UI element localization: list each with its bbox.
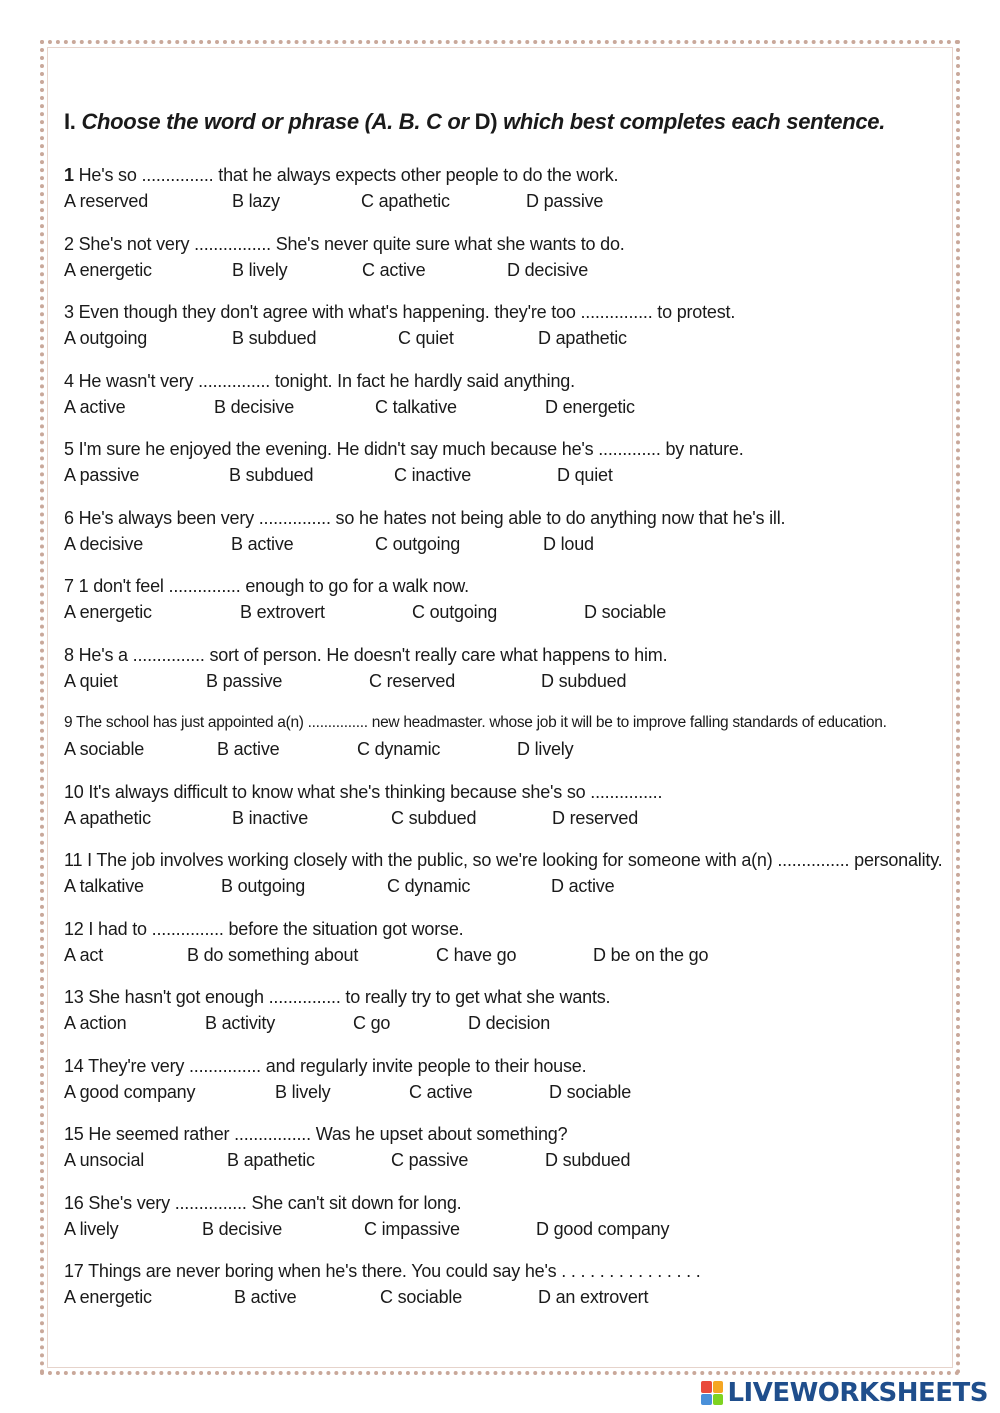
answer-option[interactable]: C subdued <box>391 807 477 828</box>
question-text: He seemed rather ................ Was he upset about something? <box>83 1124 568 1144</box>
answer-option[interactable]: C reserved <box>369 670 456 691</box>
answer-option[interactable]: D an extrovert <box>538 1287 649 1307</box>
answer-option[interactable]: A energetic <box>64 1287 152 1307</box>
answer-option[interactable]: D subdued <box>541 670 627 691</box>
answer-option[interactable]: D be on the go <box>593 944 709 965</box>
question-text: She's very ............... She can't sit down for long. <box>83 1192 462 1213</box>
answer-option[interactable]: C impassive <box>364 1218 460 1239</box>
question-text: He's a ............... sort of person. He doesn't really care what happens to him. <box>73 644 668 665</box>
answer-option[interactable]: C have go <box>436 944 517 965</box>
heading-italic: Choose the word or phrase (A. B. C or <box>81 109 475 134</box>
answer-option[interactable]: D decision <box>468 1013 551 1033</box>
question-number: 12 <box>64 918 84 939</box>
answer-option[interactable]: C active <box>362 259 426 280</box>
answer-option[interactable]: D sociable <box>584 602 667 622</box>
question-item <box>64 847 944 916</box>
question-item <box>64 642 944 711</box>
question-item <box>64 368 944 437</box>
answer-options <box>64 394 944 420</box>
question-number: 8 <box>64 644 74 665</box>
answer-option[interactable]: D passive <box>526 191 604 211</box>
question-number: 17 <box>64 1261 84 1281</box>
answer-option[interactable]: C active <box>409 1081 473 1102</box>
logo-icon <box>701 1381 723 1405</box>
answer-option[interactable]: A sociable <box>64 739 145 759</box>
answer-option[interactable]: D quiet <box>557 465 613 485</box>
question-stem <box>64 710 944 736</box>
question-number: 5 <box>64 439 74 459</box>
question-number: 9 <box>64 714 73 731</box>
question-item <box>64 984 944 1053</box>
question-stem <box>64 847 944 873</box>
answer-option[interactable]: A passive <box>64 465 140 485</box>
answer-options <box>64 1079 944 1105</box>
question-number: 16 <box>64 1192 84 1213</box>
question-stem <box>64 573 944 599</box>
section-heading <box>64 108 944 136</box>
answer-options <box>64 188 944 214</box>
question-stem <box>64 436 944 462</box>
question-item <box>64 162 944 231</box>
question-text: He wasn't very ............... tonight. In fact he hardly said anything. <box>73 370 575 391</box>
question-text: She's not very ................ She's never quite sure what she wants to do. <box>73 233 625 254</box>
question-text: 1 don't feel ............... enough to go for a walk now. <box>73 576 469 596</box>
answer-option[interactable]: A lively <box>64 1218 119 1239</box>
question-text: He's so ............... that he always expects other people to do the work. <box>73 165 619 185</box>
question-text: Even though they don't agree with what's happening. they're too ............... to protest. <box>73 302 736 322</box>
answer-option[interactable]: D subdued <box>545 1150 631 1170</box>
answer-option[interactable]: A outgoing <box>64 328 148 348</box>
answer-option[interactable]: C outgoing <box>375 533 461 554</box>
question-text: They're very ............... and regularly invite people to their house. <box>83 1055 587 1076</box>
answer-options <box>64 531 944 557</box>
answer-options <box>64 805 944 831</box>
answer-option[interactable]: C dynamic <box>357 739 441 759</box>
answer-option[interactable]: D sociable <box>549 1081 632 1102</box>
question-text: I The job involves working closely with the public, so we're looking for someone with a(n) ............... personality. <box>82 850 943 870</box>
question-stem <box>64 1258 944 1284</box>
answer-option[interactable]: C quiet <box>398 328 454 348</box>
answer-option[interactable]: B passive <box>206 670 283 691</box>
logo-square <box>701 1394 712 1406</box>
answer-option[interactable]: B outgoing <box>221 876 306 896</box>
answer-options <box>64 325 944 351</box>
answer-option[interactable]: A good company <box>64 1081 196 1102</box>
question-item <box>64 505 944 574</box>
answer-option[interactable]: A active <box>64 396 126 417</box>
answer-options <box>64 1010 944 1036</box>
answer-options <box>64 668 944 694</box>
question-number: 11 <box>64 850 83 870</box>
question-stem <box>64 162 944 188</box>
answer-options <box>64 462 944 488</box>
worksheet <box>64 108 944 1327</box>
answer-option[interactable]: D reserved <box>552 807 639 828</box>
question-text: It's always difficult to know what she's thinking because she's so ............... <box>83 781 663 802</box>
question-stem <box>64 505 944 531</box>
answer-option[interactable]: A quiet <box>64 670 118 691</box>
question-stem <box>64 368 944 394</box>
logo-text: LIVEWORKSHEETS <box>727 1378 988 1408</box>
question-stem <box>64 779 944 805</box>
answer-option[interactable]: B inactive <box>232 807 309 828</box>
answer-option[interactable]: A act <box>64 944 104 965</box>
answer-options <box>64 257 944 283</box>
question-text: Things are never boring when he's there. You could say he's . . . . . . . . . . . . . . . <box>83 1261 701 1281</box>
question-number: 7 <box>64 576 74 596</box>
question-item <box>64 1190 944 1259</box>
answer-option[interactable]: B active <box>234 1287 297 1307</box>
answer-options <box>64 942 944 968</box>
question-item <box>64 916 944 985</box>
question-list <box>64 162 944 1327</box>
answer-option[interactable]: B lively <box>275 1081 331 1102</box>
question-number: 6 <box>64 507 74 528</box>
question-text: She hasn't got enough ............... to really try to get what she wants. <box>83 987 611 1007</box>
answer-option[interactable]: B decisive <box>202 1218 283 1239</box>
heading-d: D) <box>474 109 498 134</box>
question-number: 14 <box>64 1055 84 1076</box>
question-text: I'm sure he enjoyed the evening. He didn't say much because he's ............. by nature. <box>73 439 744 459</box>
answer-option[interactable]: B decisive <box>214 396 295 417</box>
question-number: 15 <box>64 1124 84 1144</box>
question-number: 13 <box>64 987 84 1007</box>
answer-option[interactable]: C go <box>353 1013 391 1033</box>
answer-options <box>64 736 944 762</box>
answer-option[interactable]: B extrovert <box>240 602 325 622</box>
question-number: 10 <box>64 781 84 802</box>
question-item <box>64 1053 944 1122</box>
answer-option[interactable]: D lively <box>517 739 574 759</box>
answer-option[interactable]: D good company <box>536 1218 670 1239</box>
answer-option[interactable]: A apathetic <box>64 807 151 828</box>
question-text: The school has just appointed a(n) ............... new headmaster. whose job it will be to improve falling standards of education. <box>72 714 887 731</box>
answer-option[interactable]: B lively <box>232 259 288 280</box>
question-item <box>64 1121 944 1190</box>
answer-option[interactable]: A energetic <box>64 259 152 280</box>
answer-option[interactable]: C talkative <box>375 396 457 417</box>
answer-options <box>64 1147 944 1173</box>
question-item <box>64 710 944 779</box>
answer-option[interactable]: A talkative <box>64 876 144 896</box>
heading-rest: which best completes each sentence. <box>497 109 886 134</box>
answer-option[interactable]: B lazy <box>232 191 280 211</box>
question-item <box>64 1258 944 1327</box>
question-item <box>64 231 944 300</box>
answer-option[interactable]: C dynamic <box>387 876 471 896</box>
question-stem <box>64 916 944 942</box>
question-number: 1 <box>64 165 74 185</box>
answer-option[interactable]: A energetic <box>64 602 152 622</box>
answer-option[interactable]: D active <box>551 876 615 896</box>
question-item <box>64 299 944 368</box>
question-item <box>64 779 944 848</box>
answer-option[interactable]: C passive <box>391 1150 469 1170</box>
question-stem <box>64 299 944 325</box>
question-item <box>64 573 944 642</box>
answer-options <box>64 1284 944 1310</box>
question-stem <box>64 984 944 1010</box>
logo-square <box>713 1394 724 1406</box>
answer-option[interactable]: D apathetic <box>538 328 627 348</box>
answer-option[interactable]: D loud <box>543 533 594 554</box>
answer-option[interactable]: C apathetic <box>361 191 450 211</box>
answer-option[interactable]: B subdued <box>229 465 314 485</box>
question-text: He's always been very ............... so he hates not being able to do anything now that he's ill. <box>73 507 786 528</box>
answer-option[interactable]: B apathetic <box>227 1150 315 1170</box>
logo-square <box>701 1381 712 1393</box>
answer-option[interactable]: A decisive <box>64 533 144 554</box>
question-item <box>64 436 944 505</box>
heading-prefix: I. <box>64 109 82 134</box>
answer-option[interactable]: B do something about <box>187 944 359 965</box>
answer-option[interactable]: B activity <box>205 1013 276 1033</box>
answer-option[interactable]: B subdued <box>232 328 317 348</box>
answer-options <box>64 1216 944 1242</box>
question-stem <box>64 231 944 257</box>
answer-option[interactable]: A action <box>64 1013 127 1033</box>
answer-option[interactable]: D energetic <box>545 396 635 417</box>
question-text: I had to ............... before the situation got worse. <box>83 918 464 939</box>
answer-option[interactable]: C sociable <box>380 1287 463 1307</box>
logo-square <box>713 1381 724 1393</box>
answer-option[interactable]: B active <box>217 739 280 759</box>
answer-option[interactable]: B active <box>231 533 294 554</box>
question-stem <box>64 642 944 668</box>
question-stem <box>64 1121 944 1147</box>
liveworksheets-logo <box>701 1376 988 1410</box>
answer-option[interactable]: C inactive <box>394 465 472 485</box>
answer-options <box>64 599 944 625</box>
answer-option[interactable]: A unsocial <box>64 1150 145 1170</box>
question-number: 3 <box>64 302 74 322</box>
question-number: 4 <box>64 370 74 391</box>
answer-option[interactable]: C outgoing <box>412 602 498 622</box>
question-number: 2 <box>64 233 74 254</box>
answer-options <box>64 873 944 899</box>
question-stem <box>64 1190 944 1216</box>
answer-option[interactable]: D decisive <box>507 259 589 280</box>
answer-option[interactable]: A reserved <box>64 191 149 211</box>
question-stem <box>64 1053 944 1079</box>
